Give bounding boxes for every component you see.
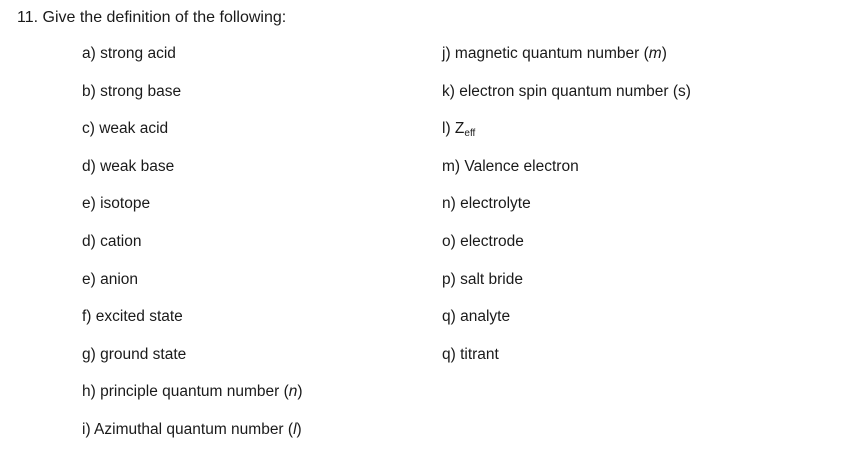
- quantum-symbol: m: [648, 45, 662, 62]
- term-item-f: f) excited state: [82, 308, 183, 326]
- term-item-i: i) Azimuthal quantum number (l): [82, 420, 302, 438]
- term-item-l: l) Zeff: [442, 120, 476, 140]
- term-item-o: o) electrode: [442, 232, 524, 250]
- question-title: 11. Give the definition of the following:: [17, 9, 287, 26]
- quantum-symbol: l: [293, 420, 297, 438]
- term-item-n: n) electrolyte: [442, 195, 531, 213]
- term-item-g: g) ground state: [82, 345, 187, 363]
- term-item-b: b) strong base: [82, 82, 182, 100]
- term-item-d-cation: d) cation: [82, 232, 142, 250]
- subscript-eff: eff: [464, 128, 476, 140]
- term-item-m: m) Valence electron: [442, 157, 579, 175]
- term-item-q-titrant: q) titrant: [442, 345, 499, 363]
- term-item-a: a) strong acid: [82, 45, 176, 62]
- term-item-d: d) weak base: [82, 157, 175, 175]
- term-item-p: p) salt bride: [442, 270, 523, 288]
- left-term-list: [82, 44, 303, 458]
- term-item-q-analyte: q) analyte: [442, 308, 511, 326]
- term-item-c: c) weak acid: [82, 120, 169, 138]
- term-item-e-anion: e) anion: [82, 270, 139, 288]
- right-term-list: [442, 44, 691, 382]
- term-item-k: k) electron spin quantum number (s): [442, 82, 691, 100]
- term-item-j: j) magnetic quantum number (m): [442, 45, 667, 62]
- term-item-h: h) principle quantum number (n): [82, 383, 303, 401]
- quantum-symbol: n: [288, 383, 298, 401]
- term-item-e-isotope: e) isotope: [82, 195, 151, 213]
